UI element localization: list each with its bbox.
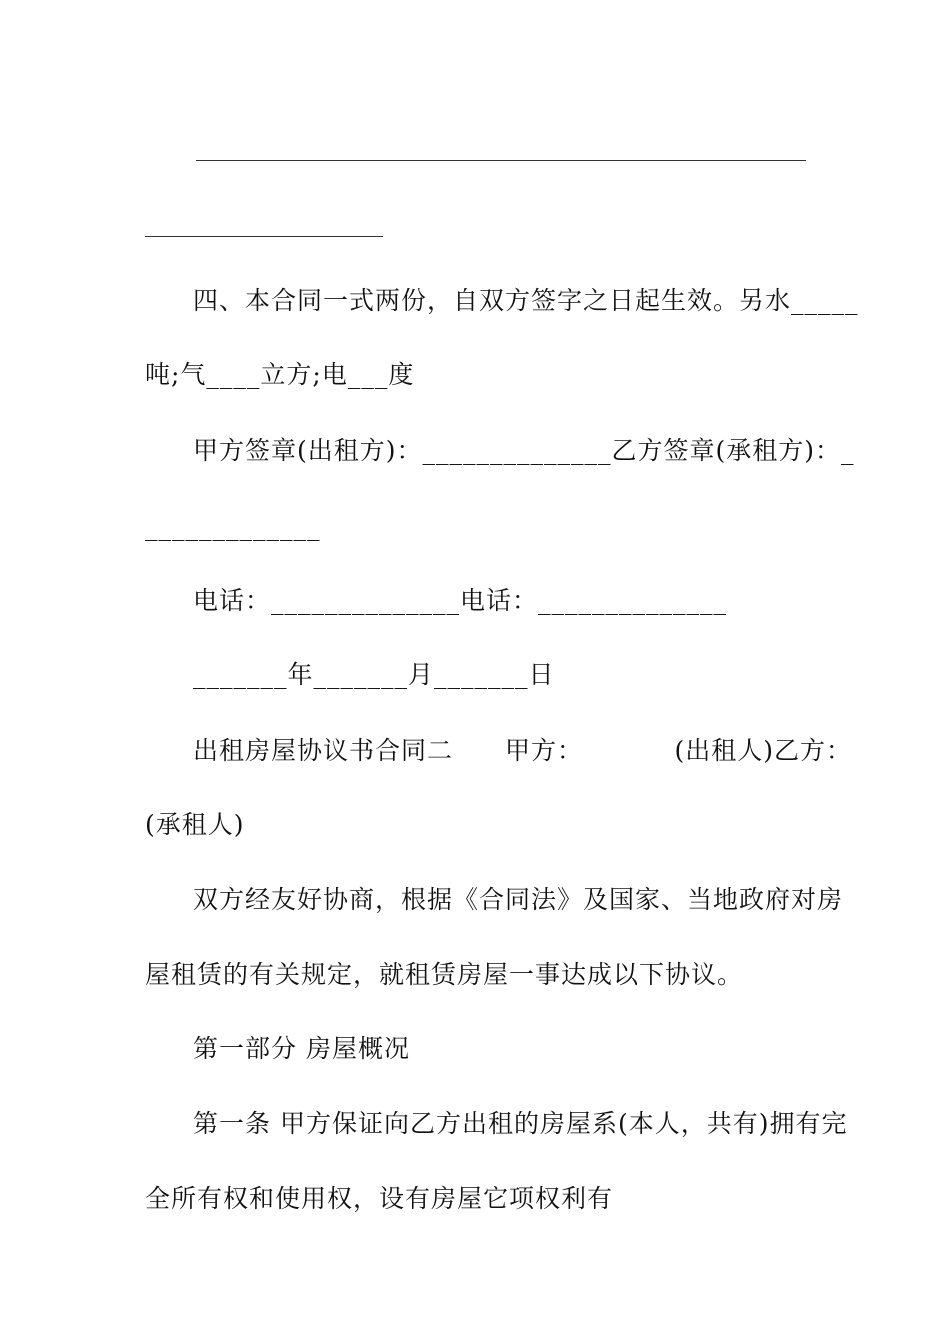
date-line: _______年_______月_______日 [193, 660, 555, 689]
blank-rule [145, 236, 383, 237]
phone-line: 电话：______________电话：______________ [193, 586, 728, 615]
article-one-line-2: 全所有权和使用权，设有房屋它项权利有 [145, 1184, 614, 1213]
lessee-line: (承租人) [145, 810, 245, 839]
blank-rule [196, 160, 806, 161]
clause-four-line: 四、本合同一式两份，自双方签字之日起生效。另水_____ [193, 286, 859, 315]
article-one-line-1: 第一条 甲方保证向乙方出租的房屋系(本人，共有)拥有完 [193, 1109, 848, 1138]
utilities-line: 吨;气____立方;电___度 [145, 360, 415, 389]
contract-two-heading: 出租房屋协议书合同二 甲方： (出租人)乙方： [193, 736, 853, 765]
preamble-line-2: 屋租赁的有关规定，就租赁房屋一事达成以下协议。 [145, 960, 744, 989]
part-one-heading: 第一部分 房屋概况 [193, 1034, 410, 1063]
signature-blank-line: _____________ [145, 512, 321, 541]
signature-line: 甲方签章(出租方)：______________乙方签章(承租方)：_ [193, 436, 855, 465]
preamble-line-1: 双方经友好协商，根据《合同法》及国家、当地政府对房 [193, 885, 844, 914]
